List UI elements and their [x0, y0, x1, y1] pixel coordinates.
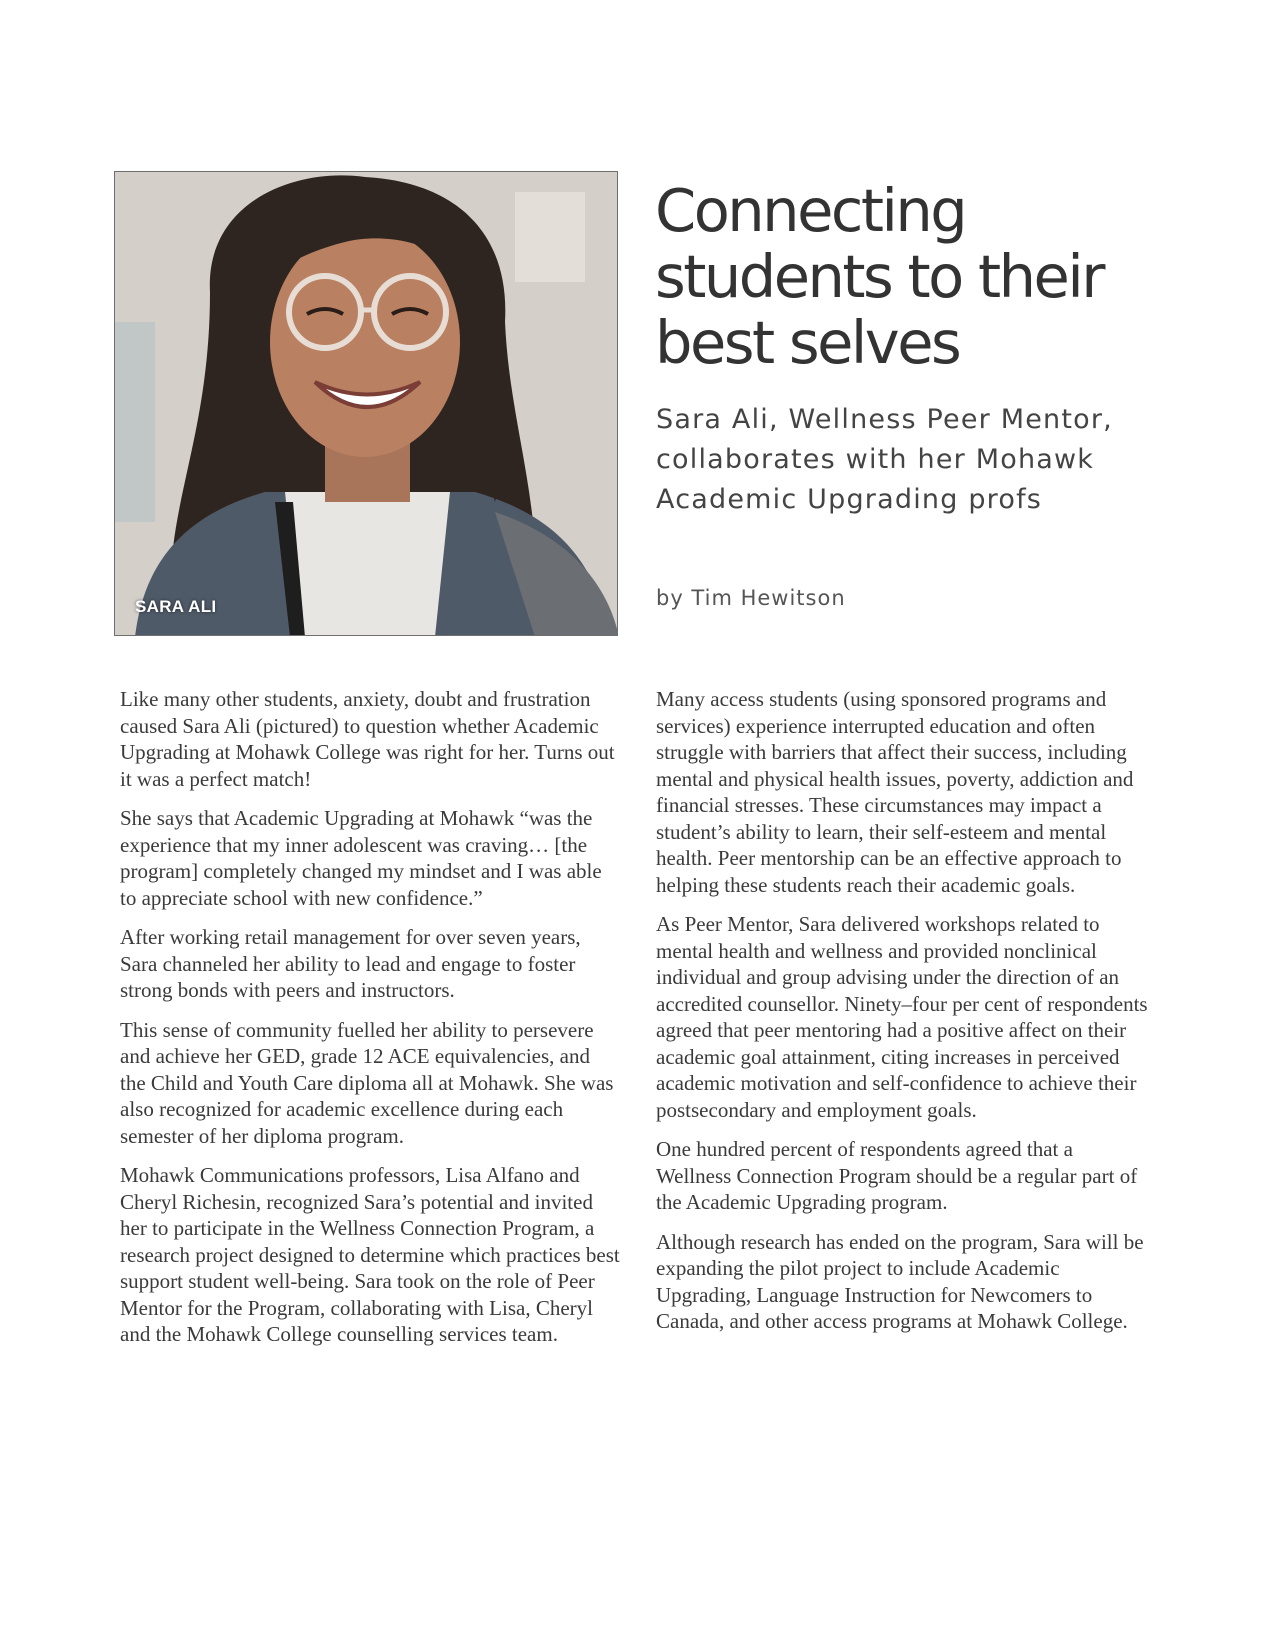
article-byline: by Tim Hewitson — [656, 586, 846, 610]
paragraph: After working retail management for over seven years, Sara channeled her ability to lead and engage to foster strong bonds with peers and instructors. — [120, 925, 581, 1002]
body-column-left — [120, 686, 620, 1361]
paragraph: Mohawk Communications professors, Lisa Alfano and Cheryl Richesin, recognized Sara’s potential and invited her to participate in the Wellness Connection Program, a research project designed to determine which practices best support student well-being. Sara took on the role of Peer Mentor for the Program, collaborating with Lisa, Cheryl and the Mohawk College counselling services team. — [120, 1163, 620, 1346]
body-column-right — [656, 686, 1151, 1348]
portrait-photo — [114, 171, 618, 636]
portrait-illustration — [115, 172, 618, 636]
paragraph: She says that Academic Upgrading at Mohawk “was the experience that my inner adolescent was craving… [the program] completely changed my mindset and I was able to appreciate school with new confidence.” — [120, 806, 602, 910]
photo-caption: SARA ALI — [135, 597, 217, 616]
article-title: Connecting students to their best selves — [655, 176, 1103, 377]
paragraph: As Peer Mentor, Sara delivered workshops related to mental health and wellness and provided nonclinical individual and group advising under the direction of an accredited counsellor. Ninety–four per cent of respondents agreed that peer mentoring had a positive affect on their academic goal attainment, citing increases in perceived academic motivation and self-confidence to achieve their postsecondary and employment goals. — [656, 912, 1148, 1122]
article-subtitle: Sara Ali, Wellness Peer Mentor, collaborates with her Mohawk Academic Upgrading profs — [656, 404, 1113, 515]
paragraph: This sense of community fuelled her ability to persevere and achieve her GED, grade 12 ACE equivalencies, and the Child and Youth Care diploma all at Mohawk. She was also recognized for academic excellence during each semester of her diploma program. — [120, 1017, 614, 1148]
paragraph: One hundred percent of respondents agreed that a Wellness Connection Program should be a regular part of the Academic Upgrading program. — [656, 1137, 1138, 1214]
paragraph: Like many other students, anxiety, doubt and frustration caused Sara Ali (pictured) to question whether Academic Upgrading at Mohawk College was right for her. Turns out it was a perfect match! — [120, 687, 615, 791]
paragraph: Although research has ended on the program, Sara will be expanding the pilot project to include Academic Upgrading, Language Instruction for Newcomers to Canada, and other access programs at Mohawk College. — [656, 1229, 1144, 1333]
paragraph: Many access students (using sponsored programs and services) experience interrupted education and often struggle with barriers that affect their success, including mental and physical health issues, poverty, addiction and financial stresses. These circumstances may impact a student’s ability to learn, their self-esteem and mental health. Peer mentorship can be an effective approach to helping these students reach their academic goals. — [656, 687, 1134, 897]
